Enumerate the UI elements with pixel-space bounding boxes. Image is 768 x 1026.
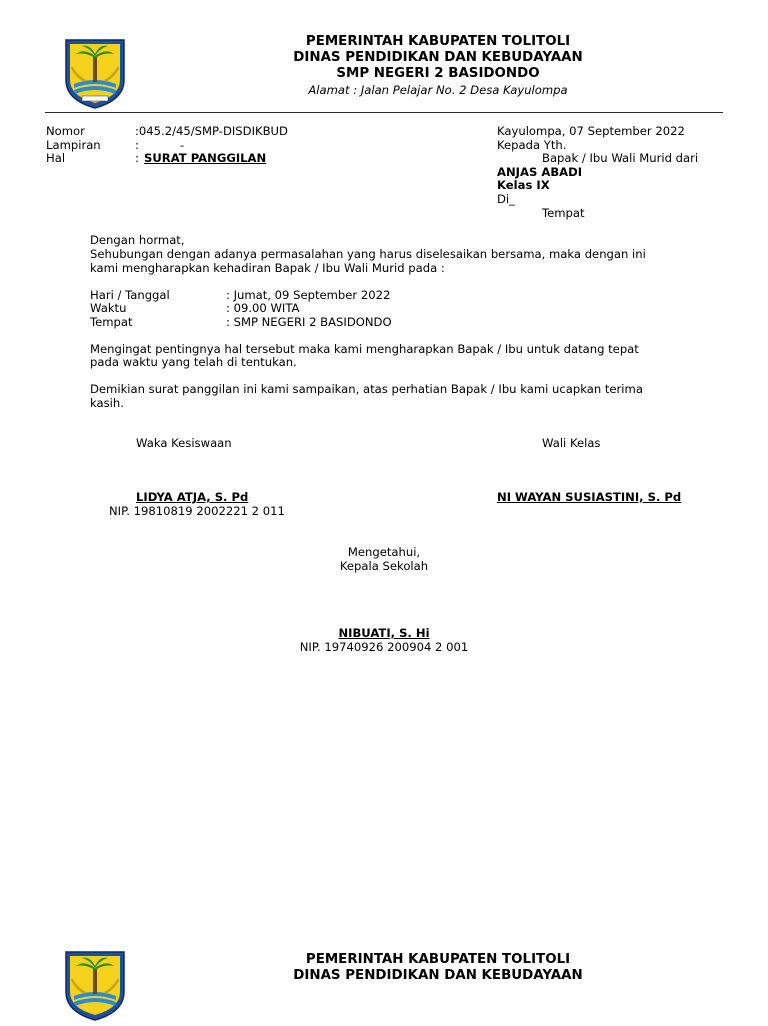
letterhead-line-1: PEMERINTAH KABUPATEN TOLITOLI	[305, 34, 571, 49]
letterhead-address: Alamat : Jalan Pelajar No. 2 Desa Kayulompa	[308, 83, 568, 97]
regency-crest-icon	[60, 36, 130, 110]
regency-crest-icon	[60, 948, 130, 1022]
letterhead-divider	[45, 112, 723, 113]
hal-colon: :	[135, 151, 139, 165]
detail-label-place: Tempat	[90, 315, 133, 329]
intro-line-2: kami mengharapkan kehadiran Bapak / Ibu Wali Murid pada :	[90, 261, 445, 275]
recipient-tempat: Tempat	[542, 206, 585, 220]
right-signer-name: NI WAYAN SUSIASTINI, S. Pd	[497, 490, 682, 504]
letterhead-line-2: DINAS PENDIDIKAN DAN KEBUDAYAAN	[293, 50, 583, 65]
detail-value-date: : Jumat, 09 September 2022	[226, 288, 391, 302]
detail-label-time: Waktu	[90, 301, 127, 315]
closing-line-1: Demikian surat panggilan ini kami sampaikan, atas perhatian Bapak / Ibu kami ucapkan terima	[90, 382, 643, 396]
recipient-name: ANJAS ABADI	[497, 165, 583, 179]
detail-label-date: Hari / Tanggal	[90, 288, 170, 302]
left-signer-name: LIDYA ATJA, S. Pd	[136, 490, 249, 504]
place-date: Kayulompa, 07 September 2022	[497, 124, 685, 138]
hal-label: Hal	[46, 151, 66, 165]
closing-line-2: kasih.	[90, 396, 124, 410]
left-signer-title: Waka Kesiswaan	[136, 436, 232, 450]
recipient-di: Di_	[497, 192, 515, 206]
kepada-yth: Kepada Yth.	[497, 138, 567, 152]
letterhead-2-line-1: PEMERINTAH KABUPATEN TOLITOLI	[305, 952, 571, 967]
nomor-label: Nomor	[46, 124, 85, 138]
center-signer-line-1: Mengetahui,	[347, 545, 421, 559]
lampiran-label: Lampiran	[46, 138, 101, 152]
paragraph-2-line-1: Mengingat pentingnya hal tersebut maka kami mengharapkan Bapak / Ibu untuk datang tepat	[90, 342, 639, 356]
lampiran-colon: :	[135, 138, 139, 152]
letterhead-2-line-2: DINAS PENDIDIKAN DAN KEBUDAYAAN	[293, 968, 583, 983]
center-signer-name: NIBUATI, S. Hi	[338, 626, 430, 640]
left-signer-nip: NIP. 19810819 2002221 2 011	[109, 504, 285, 518]
detail-value-time: : 09.00 WITA	[226, 301, 300, 315]
recipient-role: Bapak / Ibu Wali Murid dari	[542, 151, 699, 165]
hal-value: SURAT PANGGILAN	[144, 151, 267, 165]
letterhead-line-3: SMP NEGERI 2 BASIDONDO	[336, 66, 540, 81]
center-signer-line-2: Kepala Sekolah	[339, 559, 429, 573]
detail-value-place: : SMP NEGERI 2 BASIDONDO	[226, 315, 392, 329]
recipient-class: Kelas IX	[497, 178, 550, 192]
greeting: Dengan hormat,	[90, 233, 185, 247]
right-signer-title: Wali Kelas	[542, 436, 601, 450]
intro-line-1: Sehubungan dengan adanya permasalahan yang harus diselesaikan bersama, maka dengan ini	[90, 247, 646, 261]
center-signer-nip: NIP. 19740926 200904 2 001	[299, 640, 469, 654]
nomor-value: :045.2/45/SMP-DISDIKBUD	[135, 124, 288, 138]
paragraph-2-line-2: pada waktu yang telah di tentukan.	[90, 355, 297, 369]
lampiran-value: -	[180, 138, 185, 152]
